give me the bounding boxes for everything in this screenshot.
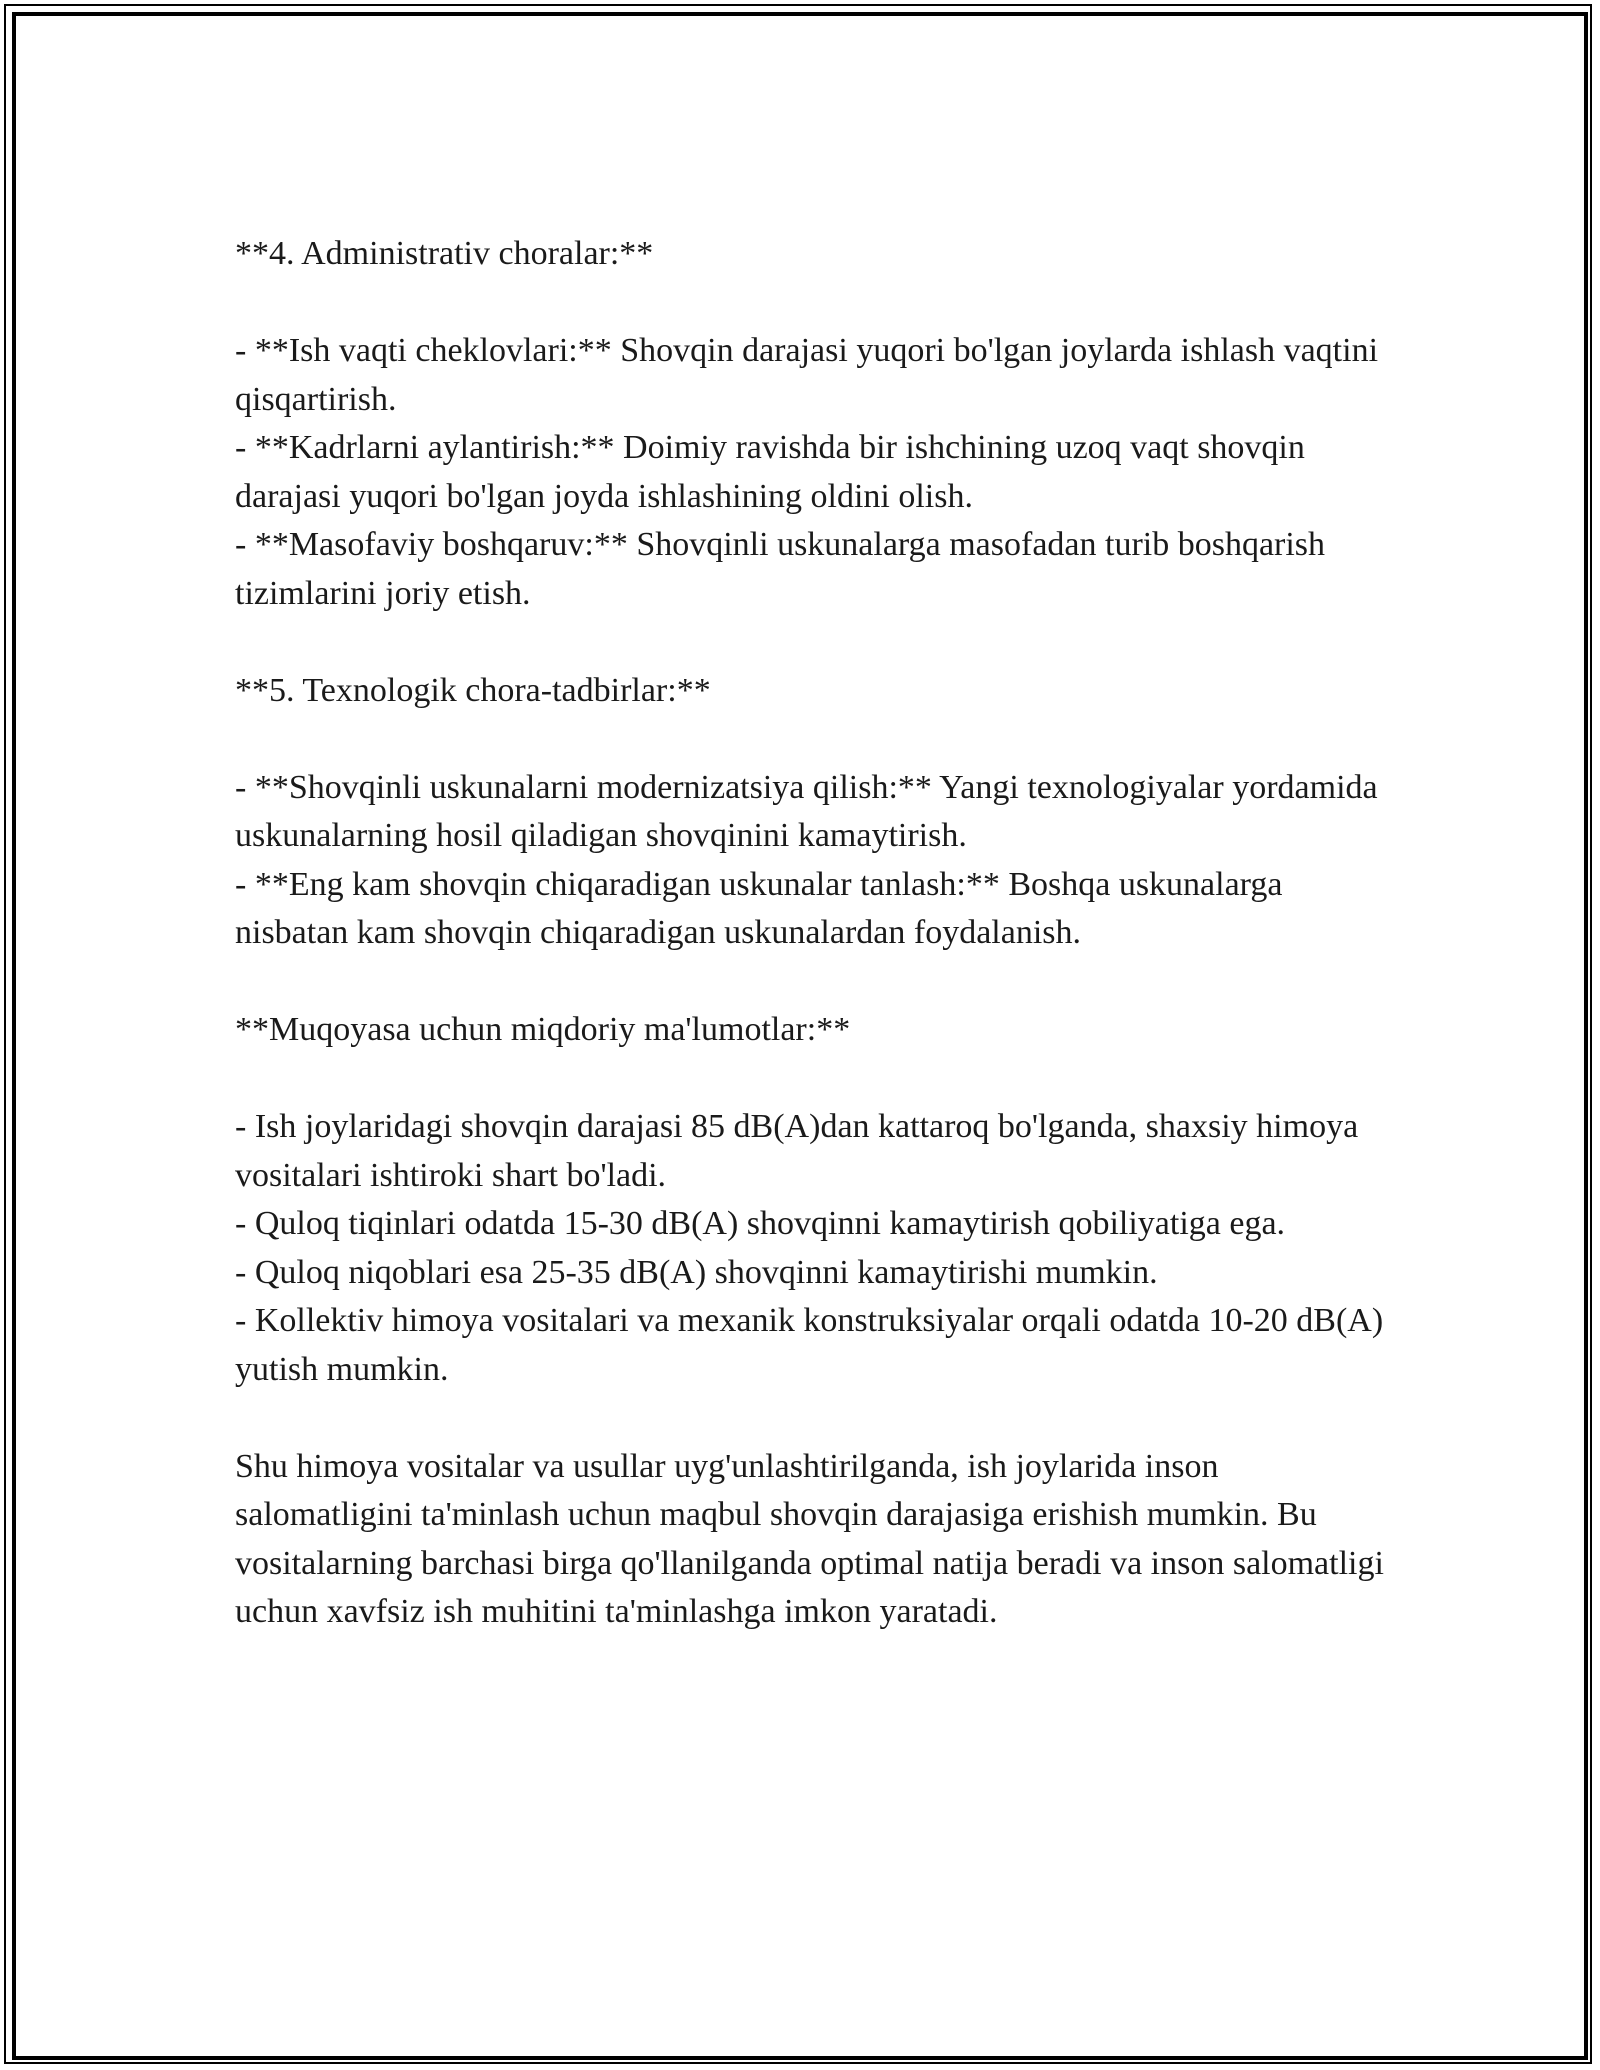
spacer bbox=[235, 279, 1385, 328]
section-5-item-modernization: - **Shovqinli uskunalarni modernizatsiya qilish:** Yangi texnologiyalar yordamida uskunalarning hosil qiladigan shovqinini kamaytirish. bbox=[235, 768, 1378, 854]
comparison-item-collective: - Kollektiv himoya vositalari va mexanik konstruksiyalar orqali odatda 10-20 dB(A) yutish mumkin. bbox=[235, 1302, 1384, 1388]
conclusion-paragraph: Shu himoya vositalar va usullar uyg'unlashtirilganda, ish joylarida inson salomatligini ta'minlash uchun maqbul shovqin darajasiga erishish mumkin. Bu vositalarning barchasi birga qo'llanilganda optimal natija beradi va inson salomatligi uchun xavfsiz ish muhitini ta'minlashga imkon yaratadi. bbox=[235, 1447, 1384, 1630]
document-body bbox=[235, 230, 1385, 1637]
spacer bbox=[235, 715, 1385, 764]
section-4-item-remote-control: - **Masofaviy boshqaruv:** Shovqinli uskunalarga masofadan turib boshqarish tizimlarini joriy etish. bbox=[235, 526, 1326, 612]
comparison-item-earplugs: - Quloq tiqinlari odatda 15-30 dB(A) shovqinni kamaytirish qobiliyatiga ega. bbox=[235, 1205, 1286, 1242]
comparison-heading: **Muqoyasa uchun miqdoriy ma'lumotlar:** bbox=[235, 1011, 851, 1048]
section-4-item-staff-rotation: - **Kadrlarni aylantirish:** Doimiy ravishda bir ishchining uzoq vaqt shovqin darajasi yuqori bo'lgan joyda ishlashining oldini olish. bbox=[235, 429, 1305, 515]
section-4-item-work-time: - **Ish vaqti cheklovlari:** Shovqin darajasi yuqori bo'lgan joylarda ishlash vaqtini qisqartirish. bbox=[235, 332, 1379, 418]
spacer bbox=[235, 618, 1385, 667]
spacer bbox=[235, 1055, 1385, 1104]
spacer bbox=[235, 1394, 1385, 1443]
section-5-heading: **5. Texnologik chora-tadbirlar:** bbox=[235, 671, 711, 709]
section-4-heading: **4. Administrativ choralar:** bbox=[235, 235, 654, 272]
section-5-item-low-noise-equipment: - **Eng kam shovqin chiqaradigan uskunalar tanlash:** Boshqa uskunalarga nisbatan kam shovqin chiqaradigan uskunalardan foydalanish. bbox=[235, 865, 1283, 951]
comparison-item-threshold: - Ish joylaridagi shovqin darajasi 85 dB(A)dan kattaroq bo'lganda, shaxsiy himoya vositalari ishtiroki shart bo'ladi. bbox=[235, 1108, 1359, 1194]
comparison-item-earmuffs: - Quloq niqoblari esa 25-35 dB(A) shovqinni kamaytirishi mumkin. bbox=[235, 1253, 1158, 1291]
spacer bbox=[235, 958, 1385, 1007]
